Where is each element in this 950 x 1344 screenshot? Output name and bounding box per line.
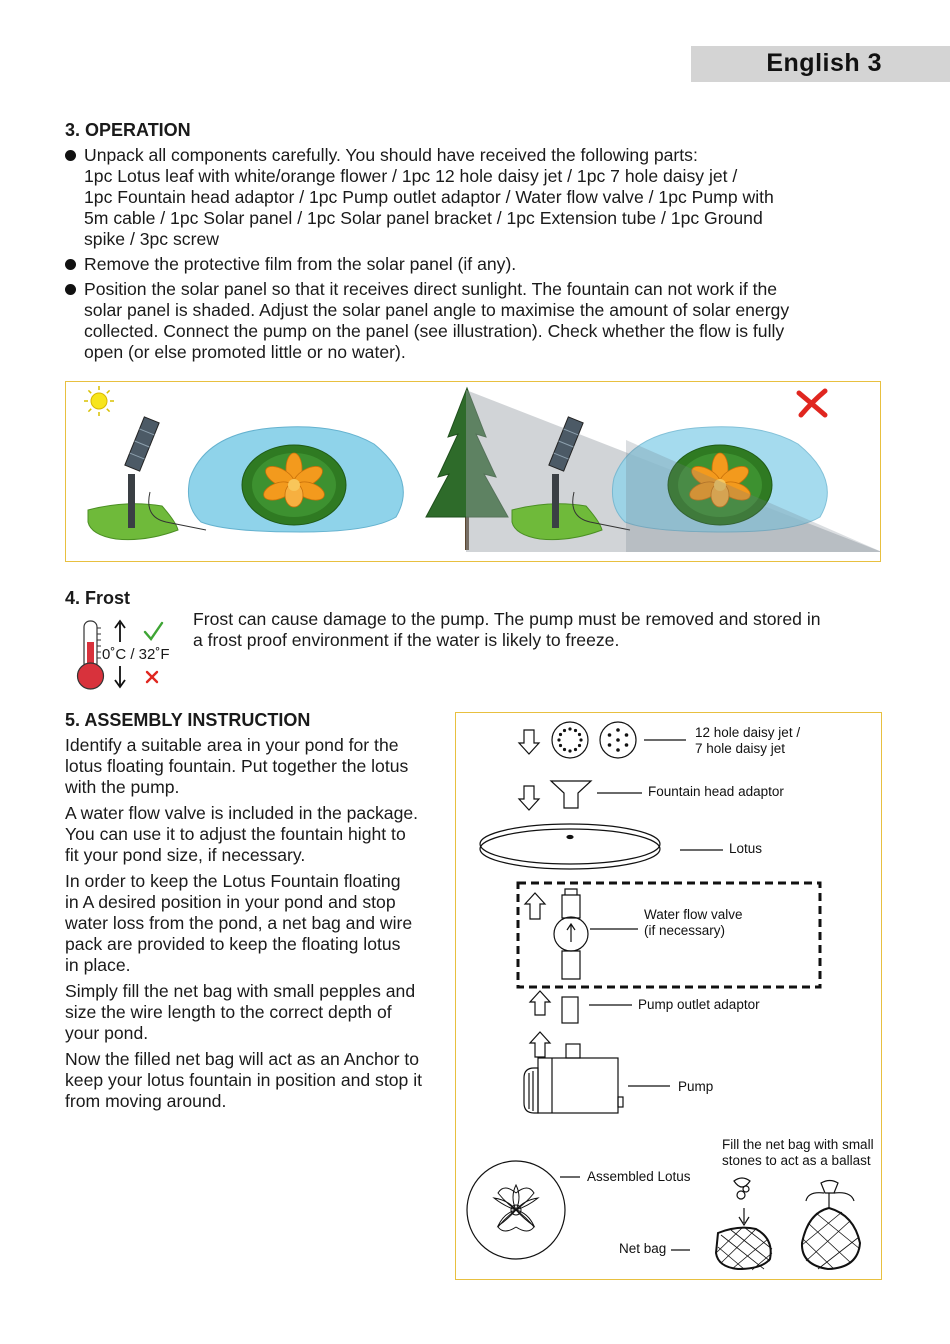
p3-line: in place. — [65, 955, 131, 975]
thermometer-icon — [78, 621, 104, 689]
down-arrow-icon — [519, 786, 539, 810]
p4-line: your pond. — [65, 1023, 149, 1043]
fountain-head-adaptor-icon — [551, 781, 591, 808]
p3-line: in A desired position in your pond and stop — [65, 892, 396, 912]
assembly-heading: 5. ASSEMBLY INSTRUCTION — [65, 710, 311, 730]
p1-line: with the pump. — [65, 777, 180, 797]
left-solar-panel-icon — [125, 417, 159, 471]
net-bag-label: Net bag — [619, 1241, 667, 1256]
ballast-label-line-2: stones to act as a ballast — [722, 1153, 871, 1168]
net-bag-icon — [716, 1227, 772, 1270]
bullet-icon — [65, 150, 76, 161]
operation-heading: 3. OPERATION — [65, 120, 191, 140]
p5-line: Now the filled net bag will act as an Anchor to — [65, 1049, 420, 1069]
bullet-1-line-5: spike / 3pc screw — [84, 229, 219, 249]
valve-label-line-1: Water flow valve — [644, 907, 743, 922]
bullet-3-line-3: collected. Connect the pump on the panel (see illustration). Check whether the flow is fully — [84, 321, 785, 341]
daisy-jet-label-line-1: 12 hole daisy jet / — [695, 725, 801, 740]
lotus-disc-icon — [480, 824, 660, 869]
water-flow-valve-icon — [554, 889, 588, 979]
p4-line: size the wire length to the correct depth of — [65, 1002, 392, 1022]
assembly-text — [65, 735, 450, 1117]
up-arrow-icon — [530, 1032, 550, 1057]
bullet-3-line-1: Position the solar panel so that it receives direct sunlight. The fountain can not work if the — [84, 279, 778, 299]
red-cross-icon — [799, 391, 825, 415]
bullet-icon — [65, 284, 76, 295]
assembly-paragraph-3 — [65, 871, 450, 976]
page-title: English 3 — [766, 49, 882, 77]
daisy-jet-label-line-2: 7 hole daisy jet — [695, 741, 786, 756]
water-flow-valve-label — [644, 907, 743, 939]
left-ground-spike — [128, 474, 135, 528]
operation-bullet-3 — [65, 279, 885, 365]
up-arrow-icon — [525, 893, 545, 919]
bullet-icon — [65, 259, 76, 270]
frost-line-1: Frost can cause damage to the pump. The pump must be removed and stored in — [193, 609, 821, 629]
frost-text — [193, 609, 893, 651]
p3-line: pack are provided to keep the floating lotus — [65, 934, 401, 954]
frost-temperature-label: 0˚C / 32˚F — [102, 646, 170, 663]
pump-outlet-adaptor-label: Pump outlet adaptor — [638, 997, 760, 1012]
assembly-paragraph-5 — [65, 1049, 450, 1112]
p1-line: Identify a suitable area in your pond for the — [65, 735, 399, 755]
stone-funnel-icon — [734, 1178, 750, 1225]
up-arrow-icon — [530, 991, 550, 1015]
daisy-jet-12-icon — [552, 722, 588, 758]
fountain-head-adaptor-label: Fountain head adaptor — [648, 784, 784, 799]
operation-bullet-1 — [65, 145, 885, 251]
daisy-jet-7-icon — [600, 722, 636, 758]
left-lotus-icon — [242, 445, 346, 525]
assembled-lotus-icon — [467, 1161, 565, 1259]
ballast-label — [722, 1137, 874, 1169]
bullet-1-line-2: 1pc Lotus leaf with white/orange flower / 1pc 12 hole daisy jet / 1pc 7 hole daisy jet / — [84, 166, 738, 186]
p5-line: keep your lotus fountain in position and stop it — [65, 1070, 422, 1090]
valve-label-line-2: (if necessary) — [644, 923, 726, 938]
right-ground-spike — [552, 474, 559, 528]
assembly-paragraph-1 — [65, 735, 450, 798]
frost-line-2: a frost proof environment if the water is likely to freeze. — [193, 630, 620, 650]
p2-line: fit your pond size, if necessary. — [65, 845, 306, 865]
bullet-3-line-2: solar panel is shaded. Adjust the solar panel angle to maximise the amount of solar energy — [84, 300, 790, 320]
bullet-1-line-3: 1pc Fountain head adaptor / 1pc Pump outlet adaptor / Water flow valve / 1pc Pump with — [84, 187, 774, 207]
assembled-lotus-label: Assembled Lotus — [587, 1169, 691, 1184]
daisy-jet-label — [695, 725, 800, 757]
lotus-label: Lotus — [729, 841, 763, 856]
p1-line: lotus floating fountain. Put together the lotus — [65, 756, 409, 776]
pump-icon — [524, 1044, 623, 1113]
green-check-icon — [145, 623, 162, 639]
page-header-tab — [691, 46, 950, 82]
arrow-down-icon — [115, 666, 125, 687]
solar-placement-drawing — [66, 382, 881, 562]
ballast-label-line-1: Fill the net bag with small — [722, 1137, 874, 1152]
p2-line: You can use it to adjust the fountain hight to — [65, 824, 406, 844]
assembly-diagram — [455, 712, 882, 1280]
pump-label: Pump — [678, 1079, 714, 1094]
p3-line: water loss from the pond, a net bag and wire — [65, 913, 413, 933]
p2-line: A water flow valve is included in the package. — [65, 803, 419, 823]
sun-icon — [84, 386, 114, 416]
pump-outlet-adaptor-icon — [562, 997, 578, 1023]
solar-placement-illustration — [65, 381, 881, 562]
bullet-1-line-4: 5m cable / 1pc Solar panel / 1pc Solar panel bracket / 1pc Extension tube / 1pc Ground — [84, 208, 763, 228]
operation-bullet-2 — [65, 254, 885, 276]
filled-net-bag-icon — [802, 1181, 860, 1270]
assembly-paragraph-2 — [65, 803, 450, 866]
bullet-3-line-4: open (or else promoted little or no water). — [84, 342, 406, 362]
frost-heading: 4. Frost — [65, 588, 131, 608]
bullet-2-line-1: Remove the protective film from the solar panel (if any). — [84, 254, 517, 274]
p4-line: Simply fill the net bag with small pepples and — [65, 981, 416, 1001]
down-arrow-icon — [519, 730, 539, 754]
p5-line: from moving around. — [65, 1091, 227, 1111]
bullet-1-line-1: Unpack all components carefully. You should have received the following parts: — [84, 145, 698, 165]
arrow-up-icon — [115, 621, 125, 642]
p3-line: In order to keep the Lotus Fountain floating — [65, 871, 401, 891]
assembly-paragraph-4 — [65, 981, 450, 1044]
small-red-cross-icon — [147, 672, 157, 682]
